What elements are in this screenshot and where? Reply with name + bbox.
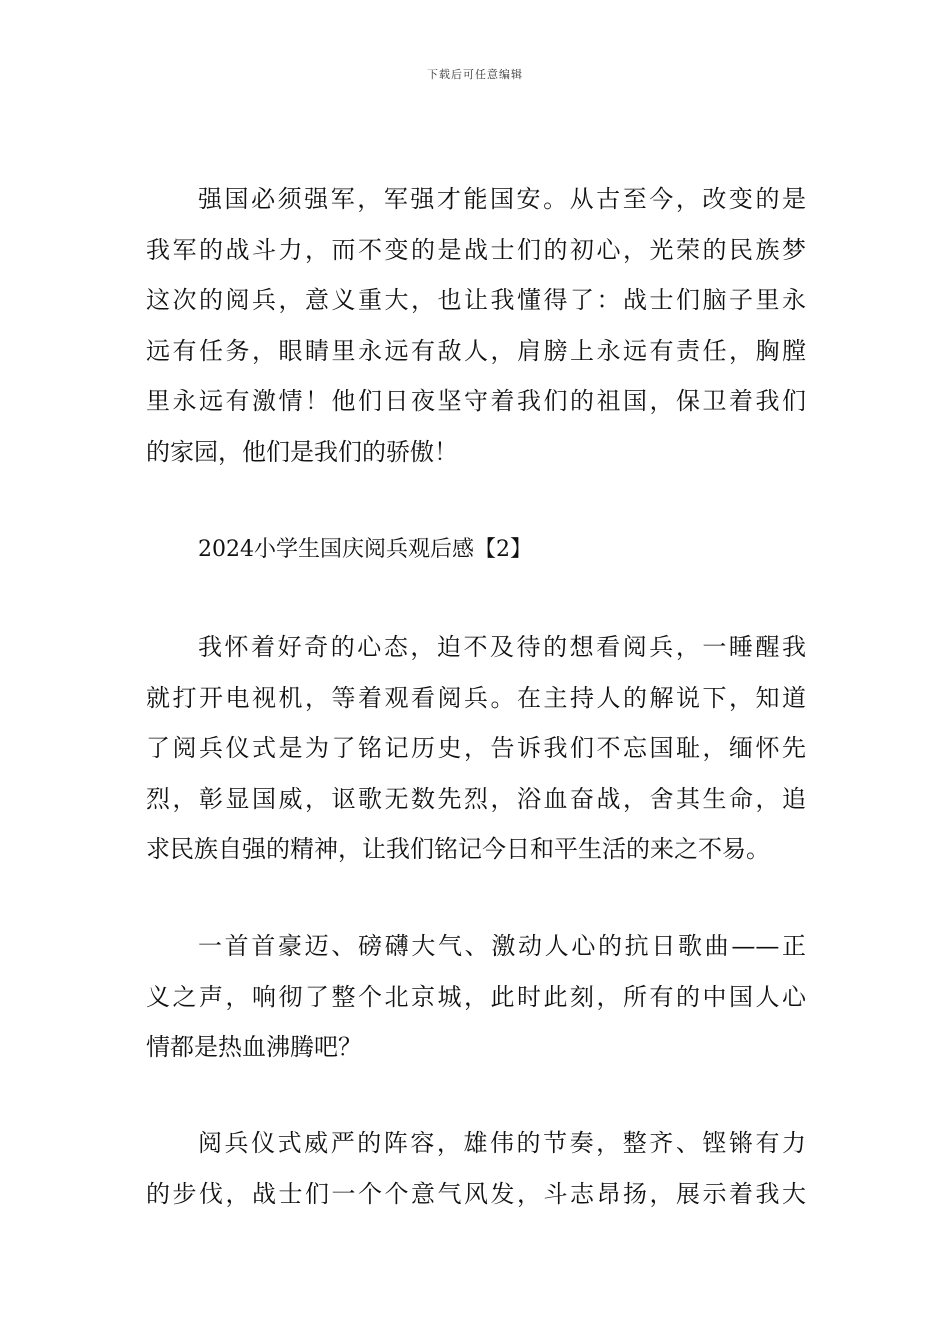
paragraph-line: 了阅兵仪式是为了铭记历史，告诉我们不忘国耻，缅怀先 xyxy=(146,734,806,762)
paragraph-line: 的家园，他们是我们的骄傲！ xyxy=(146,437,458,466)
header-note: 下载后可任意编辑 xyxy=(427,68,523,81)
paragraph-line: 这次的阅兵，意义重大，也让我懂得了：战士们脑子里永 xyxy=(146,286,806,314)
paragraph-line: 阅兵仪式威严的阵容，雄伟的节奏，整齐、铿锵有力 xyxy=(198,1129,806,1157)
paragraph-line: 义之声，响彻了整个北京城，此时此刻，所有的中国人心 xyxy=(146,982,806,1011)
paragraph-line: 一首首豪迈、磅礴大气、激动人心的抗日歌曲——正 xyxy=(198,932,806,960)
paragraph-line: 强国必须强军，军强才能国安。从古至今，改变的是 xyxy=(198,185,806,213)
paragraph-line: 里永远有激情！他们日夜坚守着我们的祖国，保卫着我们 xyxy=(146,387,806,415)
section-heading: 2024小学生国庆阅兵观后感【2】 xyxy=(198,537,532,562)
paragraph-1 xyxy=(146,174,806,477)
paragraph-line: 我怀着好奇的心态，迫不及待的想看阅兵，一睡醒我 xyxy=(198,633,806,661)
paragraph-line: 远有任务，眼睛里永远有敌人，肩膀上永远有责任，胸膛 xyxy=(146,336,806,365)
paragraph-3 xyxy=(146,921,806,1073)
paragraph-4 xyxy=(146,1118,806,1219)
paragraph-line: 的步伐，战士们一个个意气风发，斗志昂扬，展示着我大 xyxy=(146,1179,806,1208)
paragraph-line: 烈，彰显国威，讴歌无数先烈，浴血奋战，舍其生命，追 xyxy=(146,784,806,813)
paragraph-line: 我军的战斗力，而不变的是战士们的初心，光荣的民族梦 xyxy=(146,235,806,264)
paragraph-line: 情都是热血沸腾吧？ xyxy=(146,1033,362,1061)
paragraph-line: 求民族自强的精神，让我们铭记今日和平生活的来之不易。 xyxy=(146,835,770,863)
paragraph-line: 就打开电视机，等着观看阅兵。在主持人的解说下，知道 xyxy=(146,683,806,712)
paragraph-2 xyxy=(146,622,806,875)
